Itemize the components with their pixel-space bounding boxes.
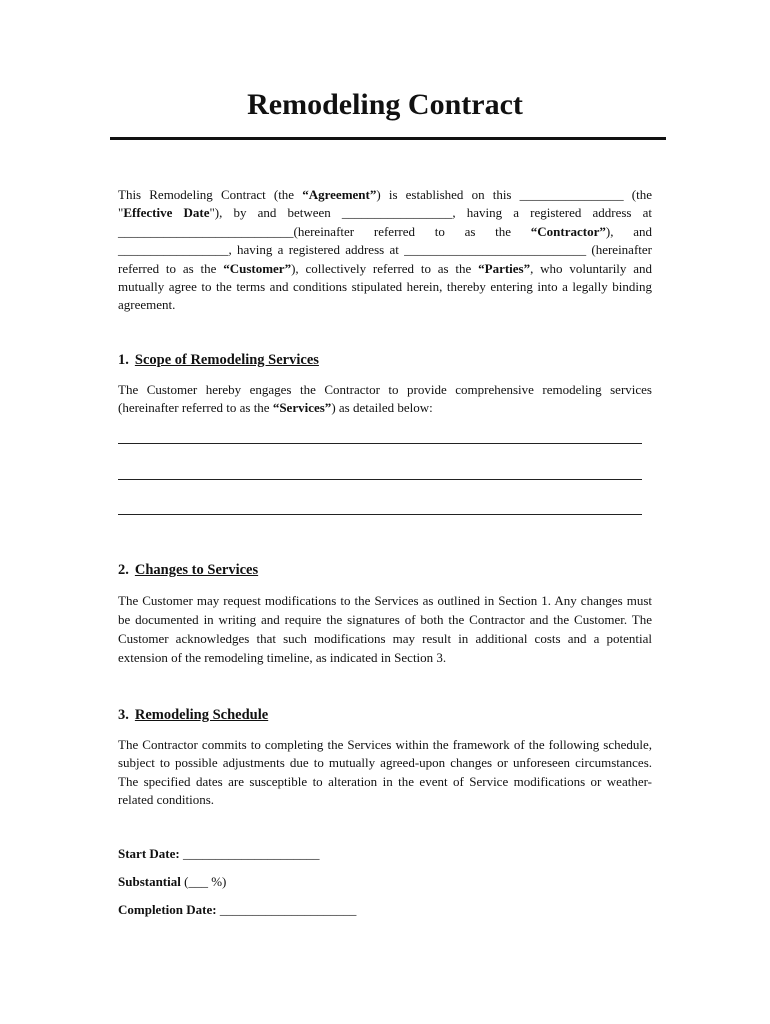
section-1-text-2: ) as detailed below:: [331, 400, 433, 416]
substantial-field: [118, 874, 226, 890]
title-divider: [110, 137, 666, 140]
intro-text-5: ), collectively referred to as the: [291, 260, 479, 276]
effective-date-term: Effective Date: [123, 205, 210, 221]
section-1-number: 1.: [118, 352, 129, 368]
start-date-field: [118, 846, 319, 862]
completion-date-blank: _____________________: [216, 902, 357, 917]
services-term: “Services”: [272, 400, 332, 416]
section-3-heading: [118, 707, 268, 724]
section-2-heading: [118, 562, 258, 579]
substantial-label: Substantial: [118, 874, 181, 889]
parties-term: “Parties”: [478, 260, 531, 276]
section-2-title: Changes to Services: [134, 562, 259, 578]
section-3-number: 3.: [118, 707, 129, 723]
section-3-title: Remodeling Schedule: [134, 707, 269, 723]
completion-date-field: [118, 902, 356, 918]
start-date-blank: _____________________: [179, 846, 320, 861]
section-1-heading: [118, 352, 319, 369]
intro-text-4: ), and _________________, having a registered address at ____________________________ (hereinafter referred to as the: [118, 223, 652, 276]
section-2-number: 2.: [118, 562, 129, 578]
start-date-label: Start Date:: [118, 846, 180, 861]
section-1-paragraph: [118, 381, 652, 418]
section-1-title: Scope of Remodeling Services: [134, 352, 319, 368]
services-blank-line-2: [118, 479, 642, 480]
customer-term: “Customer”: [223, 260, 292, 276]
services-blank-line-3: [118, 514, 642, 515]
section-3-paragraph: The Contractor commits to completing the Services within the framework of the following schedule, subject to possible adjustments due to mutually agreed-upon changes or unforeseen circumstances. The specified dates are susceptible to alteration in the event of Service modifications or weather-related conditions.: [118, 737, 652, 808]
intro-paragraph: [118, 186, 652, 315]
intro-text-3: "), by and between _________________, having a registered address at ___________________________(hereinafter referred to as the: [118, 205, 652, 239]
contractor-term: “Contractor”: [530, 223, 606, 239]
completion-date-label: Completion Date:: [118, 902, 217, 917]
intro-text-6: , who voluntarily and mutually agree to the terms and conditions stipulated herein, thereby entering into a legally binding agreement.: [118, 260, 652, 313]
intro-text-2: ) is established on this ________________ (the ": [118, 187, 652, 221]
services-blank-line-1: [118, 443, 642, 444]
section-1-text-1: The Customer hereby engages the Contractor to provide comprehensive remodeling services (hereinafter referred to as the: [118, 382, 652, 416]
document-title: Remodeling Contract: [247, 88, 523, 121]
agreement-term: “Agreement”: [302, 187, 377, 202]
section-2-paragraph: The Customer may request modifications to the Services as outlined in Section 1. Any changes must be documented in writing and require the signatures of both the Contractor and the Customer. The Customer acknowledges that such modifications may result in additional costs and a potential extension of the remodeling timeline, as indicated in Section 3.: [118, 593, 652, 665]
substantial-blank: (___ %): [180, 874, 227, 889]
intro-text-1: This Remodeling Contract (the: [118, 187, 303, 202]
